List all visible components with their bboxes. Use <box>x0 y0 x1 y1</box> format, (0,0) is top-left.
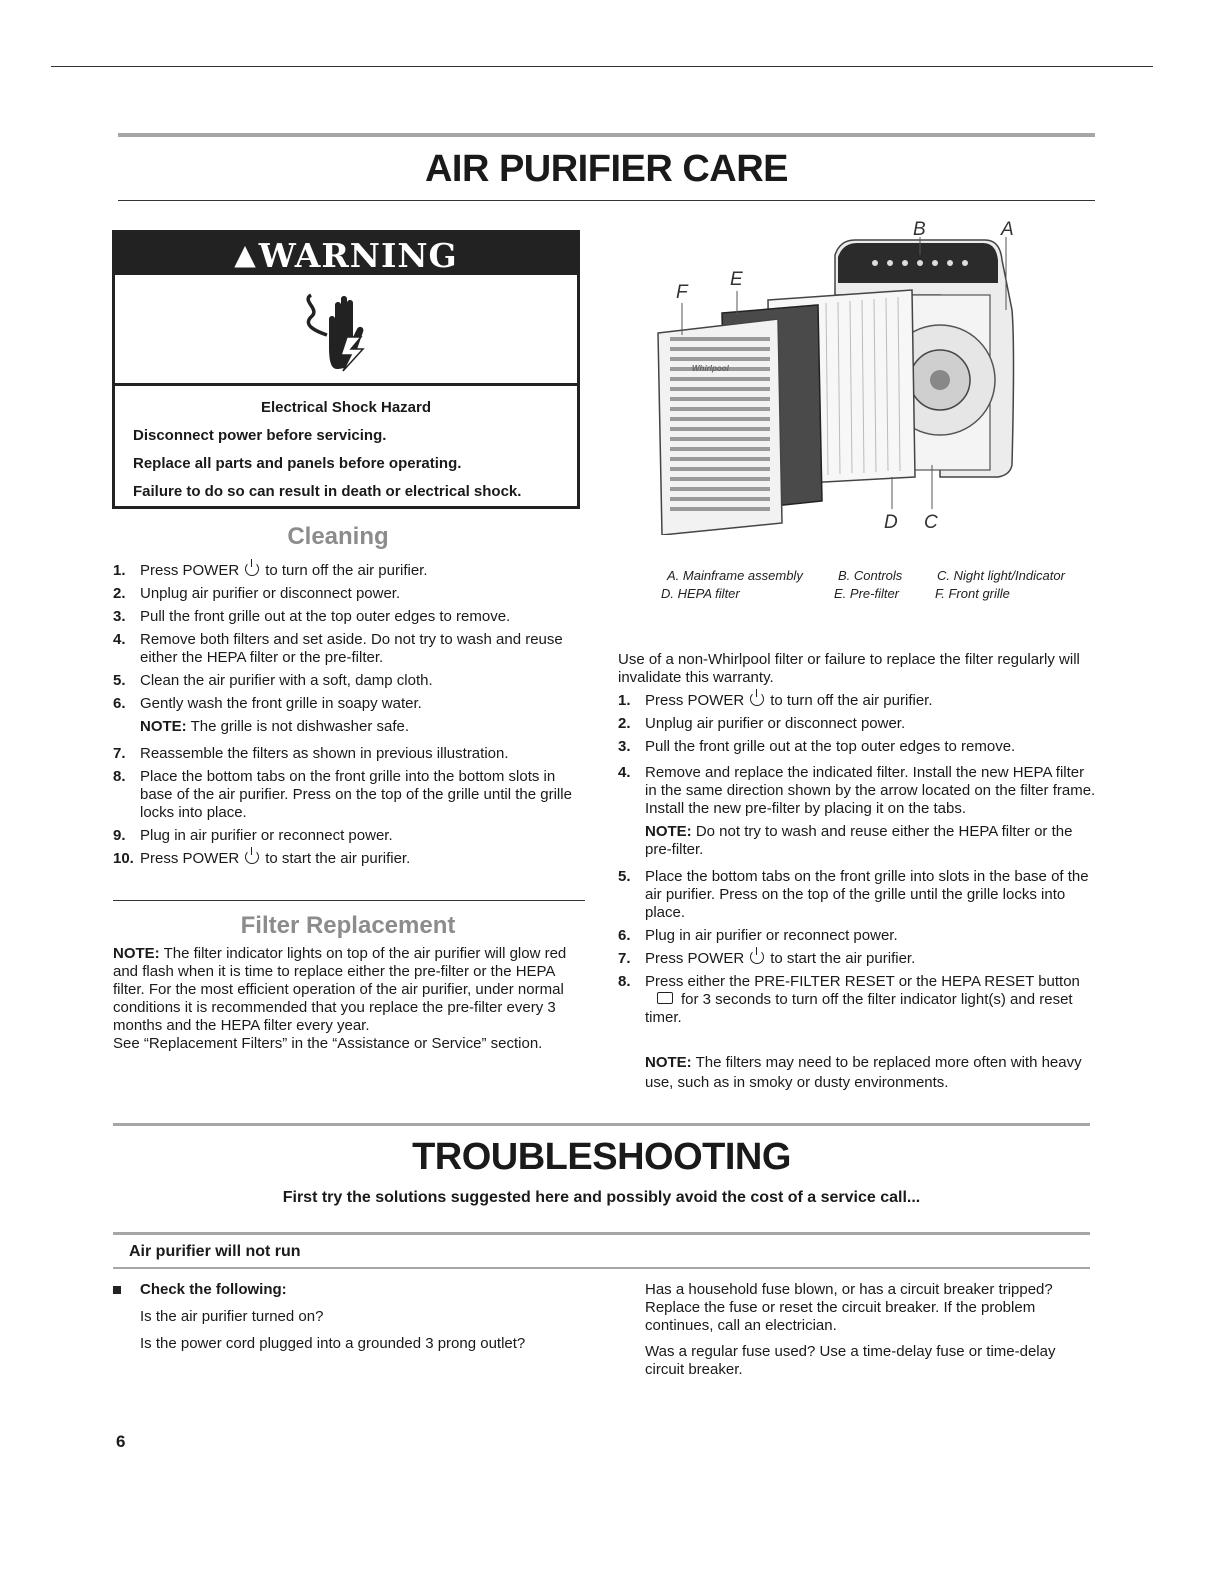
caption-b: B. Controls <box>838 568 903 583</box>
power-icon <box>245 850 259 864</box>
step-text: Remove and replace the indicated filter. Install the new HEPA filter in the same direction shown by the arrow located on the filter frame. Install the new pre-filter by placing it on the tabs. <box>645 764 1096 817</box>
note-text: The filters may need to be replaced more often with heavy use, such as in smoky or dusty environments. <box>645 1054 1082 1091</box>
warning-triangle-icon: ▲ <box>234 238 257 271</box>
list-item <box>113 695 573 736</box>
diagram-label-f: F <box>676 282 688 303</box>
step-text: Gently wash the front grille in soapy water. <box>140 695 422 712</box>
step-number: 6. <box>618 927 631 944</box>
troubleshoot-right-column <box>645 1281 1095 1379</box>
step-text: Press POWER <box>140 850 240 867</box>
diagram-label-e: E <box>730 269 743 290</box>
troubleshoot-left-column <box>113 1281 593 1353</box>
filter-replacement-heading: Filter Replacement <box>240 912 456 939</box>
troubleshooting-top-bar <box>113 1123 1090 1126</box>
troubleshooting-subtitle: First try the solutions suggested here and possibly avoid the cost of a service call... <box>282 1189 921 1206</box>
step-number: 7. <box>618 950 631 967</box>
warning-line: Replace all parts and panels before operating. <box>133 455 462 472</box>
caption-f: F. Front grille <box>935 586 1010 601</box>
power-icon <box>750 950 764 964</box>
step-text: to start the air purifier. <box>770 950 916 967</box>
brand-logo: Whirlpool <box>692 364 729 373</box>
note-label: NOTE: <box>113 945 160 962</box>
note-text: The filter indicator lights on top of the air purifier will glow red and flash when it is time to replace either the pre-filter or the HEPA filter. For the most efficient operation of the air purifier, under normal conditions it is recommended that you replace the pre-filter every 3 months and the HEPA filter every year. <box>113 945 567 1034</box>
step-number: 5. <box>113 672 126 689</box>
list-item <box>113 585 573 603</box>
step-number: 8. <box>113 768 126 785</box>
diagram-label-b: B <box>913 219 926 240</box>
filter-replacement-note <box>113 945 588 1053</box>
list-item <box>618 692 1096 710</box>
final-note <box>645 1053 1095 1093</box>
step-number: 3. <box>618 738 631 755</box>
step-text: for 3 seconds to turn off the filter indicator light(s) and reset timer. <box>645 991 1073 1026</box>
note-text: Do not try to wash and reuse either the HEPA filter or the pre-filter. <box>645 823 1073 858</box>
purifier-illustration <box>640 215 1100 535</box>
caption-a: A. Mainframe assembly <box>667 568 803 583</box>
problem-heading: Air purifier will not run <box>129 1243 301 1260</box>
list-item <box>618 715 1096 733</box>
step-number: 8. <box>618 973 631 990</box>
step-number: 4. <box>618 764 631 781</box>
list-item <box>618 868 1096 922</box>
cleaning-steps <box>113 562 573 873</box>
purifier-exploded-diagram <box>640 215 1100 535</box>
warranty-intro: Use of a non-Whirlpool filter or failure to replace the filter regularly will invalidate this warranty. <box>618 651 1080 686</box>
step-number: 3. <box>113 608 126 625</box>
step-note <box>140 718 573 736</box>
note-label: NOTE: <box>140 718 187 735</box>
step-text: to turn off the air purifier. <box>265 562 428 579</box>
list-item <box>113 608 573 626</box>
step-text: Pull the front grille out at the top outer edges to remove. <box>140 608 511 625</box>
note-label: NOTE: <box>645 1054 692 1071</box>
step-text: Press POWER <box>645 692 745 709</box>
page-number: 6 <box>116 1432 126 1451</box>
step-text: to start the air purifier. <box>265 850 411 867</box>
list-item <box>113 562 573 580</box>
step-number: 1. <box>618 692 631 709</box>
square-bullet-icon <box>113 1286 121 1294</box>
step-number: 5. <box>618 868 631 885</box>
caption-d: D. HEPA filter <box>661 586 740 601</box>
filter-reset-icon <box>657 992 673 1004</box>
list-item <box>618 973 1096 1027</box>
step-text: Pull the front grille out at the top outer edges to remove. <box>645 738 1016 755</box>
list-item <box>113 768 573 822</box>
troubleshooting-title: TROUBLESHOOTING <box>412 1136 791 1178</box>
step-text: Place the bottom tabs on the front grille into slots in the base of the air purifier. Press on the top of the grille until the grille locks into place. <box>645 868 1089 921</box>
step-number: 9. <box>113 827 126 844</box>
problem-top-bar <box>113 1232 1090 1235</box>
power-icon <box>750 692 764 706</box>
step-number: 4. <box>113 631 126 648</box>
step-text: Unplug air purifier or disconnect power. <box>645 715 906 732</box>
caption-c: C. Night light/Indicator <box>937 568 1065 583</box>
warning-banner-text: WARNING <box>258 236 458 275</box>
step-note <box>645 823 1096 859</box>
step-text: Place the bottom tabs on the front grille into the bottom slots in base of the air purifier. Press on the top of the grille until the grille locks into place. <box>140 768 572 821</box>
diagram-label-d: D <box>884 512 898 533</box>
section-bottom-rule <box>118 200 1095 201</box>
step-text: Press POWER <box>645 950 745 967</box>
step-text: Plug in air purifier or reconnect power. <box>645 927 898 944</box>
shock-hazard-pictogram <box>115 275 577 386</box>
note-text: The grille is not dishwasher safe. <box>190 718 410 735</box>
replacement-steps <box>618 692 1096 1032</box>
warning-text <box>115 386 577 506</box>
list-item <box>618 738 1096 756</box>
hazard-title: Electrical Shock Hazard <box>260 399 432 416</box>
step-text: Remove both filters and set aside. Do not try to wash and reuse either the HEPA filter or the pre-filter. <box>140 631 563 666</box>
check-item: Was a regular fuse used? Use a time-delay fuse or time-delay circuit breaker. <box>645 1343 1056 1378</box>
step-text: Reassemble the filters as shown in previous illustration. <box>140 745 509 762</box>
power-icon <box>245 562 259 576</box>
check-bullet <box>113 1281 593 1299</box>
cleaning-heading: Cleaning <box>287 523 389 550</box>
list-item <box>618 950 1096 968</box>
warning-box <box>112 230 580 509</box>
step-text: to turn off the air purifier. <box>770 692 933 709</box>
list-item <box>113 850 573 868</box>
list-item <box>113 631 573 667</box>
step-number: 2. <box>618 715 631 732</box>
step-number: 10. <box>113 850 134 867</box>
list-item <box>618 927 1096 945</box>
diagram-label-a: A <box>1001 219 1014 240</box>
section-top-bar <box>118 133 1095 137</box>
electric-shock-hand-icon <box>115 275 577 383</box>
warning-banner <box>115 233 577 275</box>
step-number: 6. <box>113 695 126 712</box>
filter-section-rule <box>113 900 585 901</box>
check-item: Has a household fuse blown, or has a circuit breaker tripped? Replace the fuse or reset the circuit breaker. If the problem continues, call an electrician. <box>645 1281 1053 1334</box>
page-title: AIR PURIFIER CARE <box>424 148 789 190</box>
caption-e: E. Pre-filter <box>834 586 900 601</box>
header-rule <box>51 66 1153 67</box>
step-text: Press either the PRE-FILTER RESET or the HEPA RESET button <box>645 973 1080 990</box>
problem-bottom-rule <box>113 1267 1090 1269</box>
list-item <box>113 827 573 845</box>
list-item <box>113 745 573 763</box>
step-text: Unplug air purifier or disconnect power. <box>140 585 401 602</box>
step-number: 1. <box>113 562 126 579</box>
list-item <box>618 764 1096 859</box>
check-label: Check the following: <box>140 1281 287 1298</box>
warning-line: Failure to do so can result in death or electrical shock. <box>133 483 522 500</box>
check-item: Is the air purifier turned on? <box>140 1308 324 1325</box>
check-item: Is the power cord plugged into a grounded 3 prong outlet? <box>140 1335 526 1352</box>
step-text: Clean the air purifier with a soft, damp cloth. <box>140 672 433 689</box>
step-text: Press POWER <box>140 562 240 579</box>
note-label: NOTE: <box>645 823 692 840</box>
diagram-label-c: C <box>924 512 938 533</box>
step-number: 7. <box>113 745 126 762</box>
warning-line: Disconnect power before servicing. <box>133 427 387 444</box>
step-text: Plug in air purifier or reconnect power. <box>140 827 393 844</box>
see-reference: See “Replacement Filters” in the “Assistance or Service” section. <box>113 1035 543 1052</box>
list-item <box>113 672 573 690</box>
step-number: 2. <box>113 585 126 602</box>
